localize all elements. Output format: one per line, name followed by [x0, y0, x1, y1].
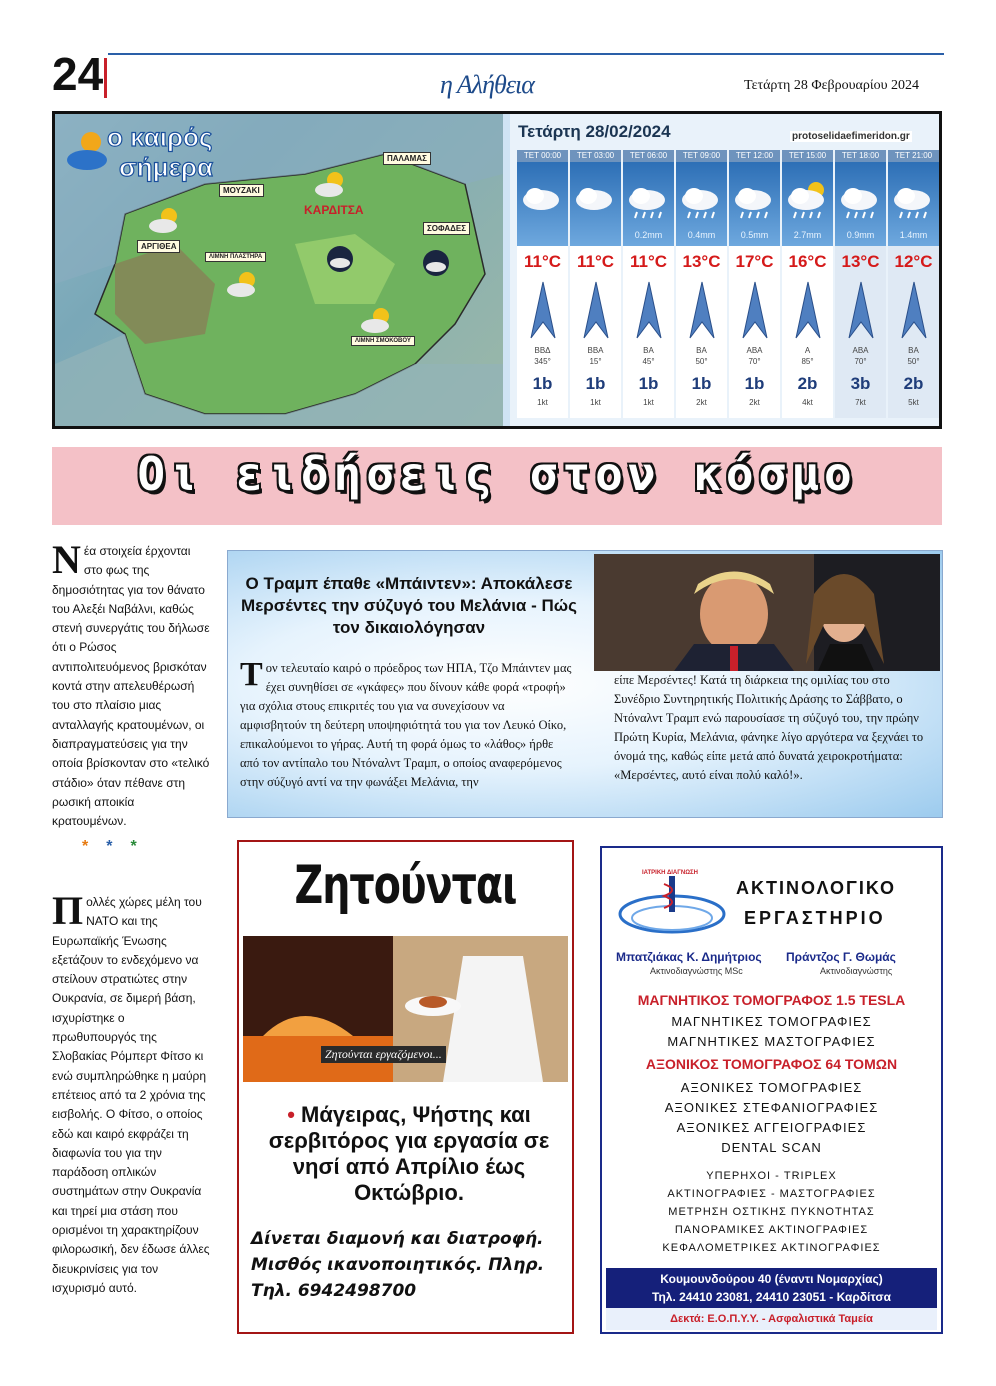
slot-knots: 2kt: [696, 398, 707, 407]
rain-cloud-icon: [623, 178, 674, 228]
forecast-table: [510, 114, 942, 426]
forecast-slot: [888, 150, 939, 418]
slot-temperature: 16°C: [788, 252, 827, 271]
town-label: ΜΟΥΖΑΚΙ: [219, 184, 264, 197]
header-rule: [108, 53, 944, 55]
mri-heading: ΜΑΓΝΗΤΙΚΟΣ ΤΟΜΟΓΡΑΦΟΣ 1.5 TESLA: [637, 992, 906, 1008]
slot-temperature: 13°C: [841, 252, 880, 271]
cloud-icon: [517, 178, 568, 228]
slot-wind-direction: ΒΑ: [908, 346, 919, 355]
slot-wind-degrees: 70°: [854, 357, 867, 366]
details-line: Δίνεται διαμονή και διατροφή.: [251, 1229, 544, 1249]
star: *: [130, 838, 155, 855]
map-title-line1: ο καιρός: [107, 122, 213, 152]
slot-temperature: 11°C: [523, 252, 562, 271]
slot-beaufort: 1b: [638, 374, 659, 393]
doctor-title: Ακτινοδιαγνώστης MSc: [650, 966, 743, 976]
forecast-slot: [729, 150, 780, 418]
dropcap: Τ: [240, 656, 263, 693]
dropcap: Π: [52, 888, 84, 933]
article-photo: [594, 554, 940, 671]
slot-time: ΤΕΤ 00:00: [517, 150, 568, 162]
issue-date: Τετάρτη 28 Φεβρουαρίου 2024: [744, 78, 920, 93]
partly-sunny-icon: [223, 270, 263, 298]
night-cloud-icon: [421, 248, 451, 278]
sun-rain-icon: [782, 178, 833, 228]
news-brief-1: [52, 537, 212, 831]
job-ad: [237, 840, 574, 1334]
dropcap: Ν: [52, 537, 81, 582]
details-line: Μισθός ικανοποιητικός. Πληρ.: [251, 1255, 545, 1275]
service-item: ΠΑΝΟΡΑΜΙΚΕΣ ΑΚΤΙΝΟΓΡΑΦΙΕΣ: [674, 1224, 869, 1236]
service-item: DENTAL SCAN: [721, 1140, 822, 1155]
slot-wind-degrees: 345°: [534, 357, 551, 366]
slot-wind-direction: ΑΒΑ: [746, 346, 763, 355]
ad-title-2: ΕΡΓΑΣΤΗΡΙΟ: [744, 908, 886, 928]
wind-arrow-icon: [735, 278, 775, 342]
star: *: [82, 838, 107, 855]
forecast-slot: [517, 150, 568, 418]
town-label: ΠΑΛΑΜΑΣ: [383, 152, 431, 165]
clinic-logo-icon: [616, 868, 728, 938]
weather-map: [55, 114, 503, 426]
slot-rain: 0.9mm: [846, 230, 875, 240]
forecast-title: Τετάρτη 28/02/2024: [518, 122, 671, 141]
forecast-slot: [782, 150, 833, 418]
contact-phone: Τηλ. 6942498700: [251, 1281, 417, 1301]
doctor-name: Μπατζιάκας Κ. Δημήτριος: [616, 950, 762, 964]
section-title: Οι ειδήσεις στον κόσμο: [137, 447, 857, 501]
ct-heading: ΑΞΟΝΙΚΟΣ ΤΟΜΟΓΡΑΦΟΣ 64 ΤΟΜΩΝ: [645, 1056, 898, 1072]
town-label: ΛΙΜΝΗ ΠΛΑΣΤΗΡΑ: [205, 252, 266, 262]
partly-sunny-icon: [357, 306, 397, 334]
trump-article: [227, 550, 943, 818]
doctor-name: Πράντζος Γ. Θωμάς: [786, 950, 896, 964]
rain-cloud-icon: [729, 178, 780, 228]
partly-sunny-icon: [145, 206, 185, 234]
doctor-title: Ακτινοδιαγνώστης: [820, 966, 893, 976]
wind-arrow-icon: [841, 278, 881, 342]
brief-text: ολλές χώρες μέλη του ΝΑΤΟ και της Ευρωπαϊκής Ένωσης εξετάζουν το ενδεχόμενο να στείλουν στρατιώτες στην Ουκρανία, σε διμερή βάση, ισχυρίστηκε ο πρωθυπουργός της Σλοβακίας Ρόμπερτ Φίτσο κι ενώ συμπληρώθηκε η μαύρη επέτειος από τα 2 χρόνια της εισβολής. Ο Φίτσο, ο οποίος εδώ και καιρό εκφράζει τη διαφωνία του για την παράδοση οπλικών συστημάτων στην Ουκρανία και τηρεί μια στάση που ορισμένοι τη χαρακτηρίζουν φιλορωσική, δεν έδωσε άλλες διευκρινίσεις για τον ισχυρισμό αυτό.: [52, 895, 210, 1295]
slot-beaufort: 2b: [903, 374, 924, 393]
cloud-icon: [570, 178, 621, 228]
forecast-slot: [676, 150, 727, 418]
slot-wind-degrees: 15°: [589, 357, 602, 366]
star: *: [106, 838, 131, 855]
slot-wind-degrees: 50°: [695, 357, 708, 366]
bullet-icon: •: [287, 1102, 295, 1127]
forecast-slot: [570, 150, 621, 418]
page-number-bar: [104, 58, 107, 98]
article-body-left: [240, 656, 572, 792]
ad-contact: [606, 1268, 937, 1308]
slot-temperature: 12°C: [894, 252, 933, 271]
watermark: protoselidaefimeridon.gr: [792, 131, 910, 142]
slot-wind-direction: ΒΒΔ: [534, 346, 551, 355]
article-headline: Ο Τραμπ έπαθε «Μπάιντεν»: Αποκάλεσε Μερσέντες την σύζυγό του Μελάνια - Πώς τον δικαιολόγησαν: [241, 574, 577, 637]
slot-knots: 1kt: [643, 398, 654, 407]
town-label: ΚΑΡΔΙΤΣΑ: [304, 203, 364, 217]
town-label: ΛΙΜΝΗ ΣΜΟΚΟΒΟΥ: [351, 336, 415, 346]
slot-rain: 0.2mm: [634, 230, 663, 240]
service-item: ΑΞΟΝΙΚΕΣ ΑΓΓΕΙΟΓΡΑΦΙΕΣ: [676, 1120, 867, 1135]
rain-cloud-icon: [888, 178, 939, 228]
slot-temperature: 11°C: [576, 252, 615, 271]
slot-knots: 4kt: [802, 398, 813, 407]
night-cloud-icon: [325, 244, 355, 274]
wind-arrow-icon: [629, 278, 669, 342]
slot-beaufort: 3b: [850, 374, 871, 393]
rain-cloud-icon: [835, 178, 886, 228]
address: Κουμουνδούρου 40 (έναντι Νομαρχίας): [660, 1272, 883, 1286]
ad-title-1: ΑΚΤΙΝΟΛΟΓΙΚΟ: [736, 878, 897, 898]
slot-wind-direction: ΒΑ: [643, 346, 654, 355]
service-item: ΑΞΟΝΙΚΕΣ ΣΤΕΦΑΝΙΟΓΡΑΦΙΕΣ: [664, 1100, 879, 1115]
town-label: ΣΟΦΑΔΕΣ: [423, 222, 470, 235]
article-text: ον τελευταίο καιρό ο πρόεδρος των ΗΠΑ, Τζο Μπάιντεν μας έχει συνηθίσει σε «γκάφες» που δίνουν κάθε φορά «τροφή» για σχόλια στους επικριτές του για να συνεχίσουν να αμφισβητούν τη δεύτερη υποψηφιότητά του για τον Λευκό Οίκο, επικαλούμενοι το γήρας. Αυτή τη φορά όμως το «λάθος» ήρθε από τον αντίπαλο του Ντόναλντ Τραμπ, ο οποίος αναφερόμενος στην σύζυγό αντί να την φωνάξει Μελάνια, την: [240, 661, 572, 789]
slot-time: ΤΕΤ 21:00: [888, 150, 939, 162]
photo-illustration: [594, 554, 940, 671]
slot-knots: 1kt: [537, 398, 548, 407]
masthead: η Αλήθεια: [440, 70, 534, 99]
service-item: ΜΑΓΝΗΤΙΚΕΣ ΤΟΜΟΓΡΑΦΙΕΣ: [671, 1014, 872, 1029]
forecast-slot: [835, 150, 886, 418]
slot-time: ΤΕΤ 06:00: [623, 150, 674, 162]
service-item: ΜΑΓΝΗΤΙΚΕΣ ΜΑΣΤΟΓΡΑΦΙΕΣ: [667, 1034, 876, 1049]
wind-arrow-icon: [576, 278, 616, 342]
forecast-slot: [623, 150, 674, 418]
slot-time: ΤΕΤ 12:00: [729, 150, 780, 162]
wind-arrow-icon: [523, 278, 563, 342]
page-number: 24: [52, 48, 104, 100]
brief-text: έα στοιχεία έρχονται στο φως της δημοσιότητας για τον θάνατο του Αλεξέι Ναβάλνι, καθώς στενή συνεργάτις του δήλωσε ότι ο Ρώσος αντιπολιτευόμενος βρισκόταν κοντά στην απελευθέρωσή του στο πλαίσιο μιας ανταλλαγής κρατουμένων, οι διαπραγματεύσεις για την οποία βρίσκονταν στο «τελικό στάδιο» όταν πέθανε στη ρωσική αποικία κρατουμένων.: [52, 544, 210, 829]
partly-sunny-icon: [311, 170, 351, 198]
wind-arrow-icon: [894, 278, 934, 342]
radiology-ad: [600, 846, 943, 1334]
insurance-note: Δεκτά: Ε.Ο.Π.Υ.Υ. - Ασφαλιστικά Ταμεία: [606, 1308, 937, 1330]
slot-beaufort: 1b: [532, 374, 553, 393]
slot-time: ΤΕΤ 03:00: [570, 150, 621, 162]
slot-rain: 1.4mm: [899, 230, 928, 240]
weather-panel: [52, 111, 942, 429]
slot-wind-direction: Α: [804, 346, 811, 355]
slot-rain: 2.7mm: [793, 230, 822, 240]
job-ad-positions: [249, 1102, 569, 1206]
slot-beaufort: 1b: [691, 374, 712, 393]
positions-text: Μάγειρας, Ψήστης και σερβιτόρος για εργασία σε νησί από Απρίλιο έως Οκτώβριο.: [268, 1102, 550, 1205]
article-body-right: είπε Μερσέντες! Κατά τη διάρκεια της ομιλίας του στο Συνέδριο Συντηρητικής Πολιτικής Δράσης το Σάββατο, ο Ντόναλντ Τραμπ ενώ παρουσίασε τη σύζυγό του, την πρώην Πρώτη Κυρία, Μελάνια, φάνηκε λίγο αργότερα να ξεχνάει το όνομά της, καθώς είπε μετά από δυνατά χειροκροτήματα: «Μερσέντες, αυτό είναι πολύ καλό!».: [614, 673, 924, 782]
service-item: ΑΚΤΙΝΟΓΡΑΦΙΕΣ - ΜΑΣΤΟΓΡΑΦΙΕΣ: [667, 1188, 876, 1200]
slot-time: ΤΕΤ 15:00: [782, 150, 833, 162]
phones: Τηλ. 24410 23081, 24410 23051 - Καρδίτσα: [652, 1290, 891, 1304]
service-item: ΜΕΤΡΗΣΗ ΟΣΤΙΚΗΣ ΠΥΚΝΟΤΗΤΑΣ: [668, 1206, 875, 1218]
slot-time: ΤΕΤ 09:00: [676, 150, 727, 162]
slot-wind-degrees: 70°: [748, 357, 761, 366]
slot-rain: 0.4mm: [687, 230, 716, 240]
slot-knots: 1kt: [590, 398, 601, 407]
service-item: ΚΕΦΑΛΟΜΕΤΡΙΚΕΣ ΑΚΤΙΝΟΓΡΑΦΙΕΣ: [662, 1242, 881, 1254]
slot-wind-degrees: 50°: [907, 357, 920, 366]
rain-cloud-icon: [676, 178, 727, 228]
wind-arrow-icon: [788, 278, 828, 342]
job-ad-title: Ζητούνται: [294, 854, 517, 917]
slot-time: ΤΕΤ 18:00: [835, 150, 886, 162]
slot-temperature: 11°C: [629, 252, 668, 271]
slot-knots: 7kt: [855, 398, 866, 407]
slot-beaufort: 1b: [585, 374, 606, 393]
logo-text: ΙΑΤΡΙΚΗ ΔΙΑΓΝΩΣΗ: [642, 870, 698, 876]
slot-beaufort: 2b: [797, 374, 818, 393]
slot-temperature: 17°C: [735, 252, 774, 271]
service-item: ΥΠΕΡΗΧΟΙ - TRIPLEX: [706, 1170, 837, 1182]
slot-wind-direction: ΒΑ: [696, 346, 707, 355]
slot-wind-direction: ΒΒΑ: [587, 346, 604, 355]
slot-rain: 0.5mm: [740, 230, 769, 240]
slot-wind-degrees: 85°: [801, 357, 814, 366]
slot-knots: 5kt: [908, 398, 919, 407]
slot-wind-degrees: 45°: [642, 357, 655, 366]
slot-knots: 2kt: [749, 398, 760, 407]
map-title-line2: σήμερα: [119, 152, 213, 182]
news-brief-2: [52, 888, 212, 1298]
job-ad-caption: Ζητούνται εργαζόμενοι...: [321, 1046, 446, 1063]
slot-wind-direction: ΑΒΑ: [852, 346, 869, 355]
town-label: ΑΡΓΙΘΕΑ: [137, 240, 180, 253]
slot-temperature: 13°C: [682, 252, 721, 271]
wind-arrow-icon: [682, 278, 722, 342]
service-item: ΑΞΟΝΙΚΕΣ ΤΟΜΟΓΡΑΦΙΕΣ: [680, 1080, 863, 1095]
slot-beaufort: 1b: [744, 374, 765, 393]
separator-stars: [82, 838, 155, 856]
job-ad-details: [251, 1226, 571, 1304]
